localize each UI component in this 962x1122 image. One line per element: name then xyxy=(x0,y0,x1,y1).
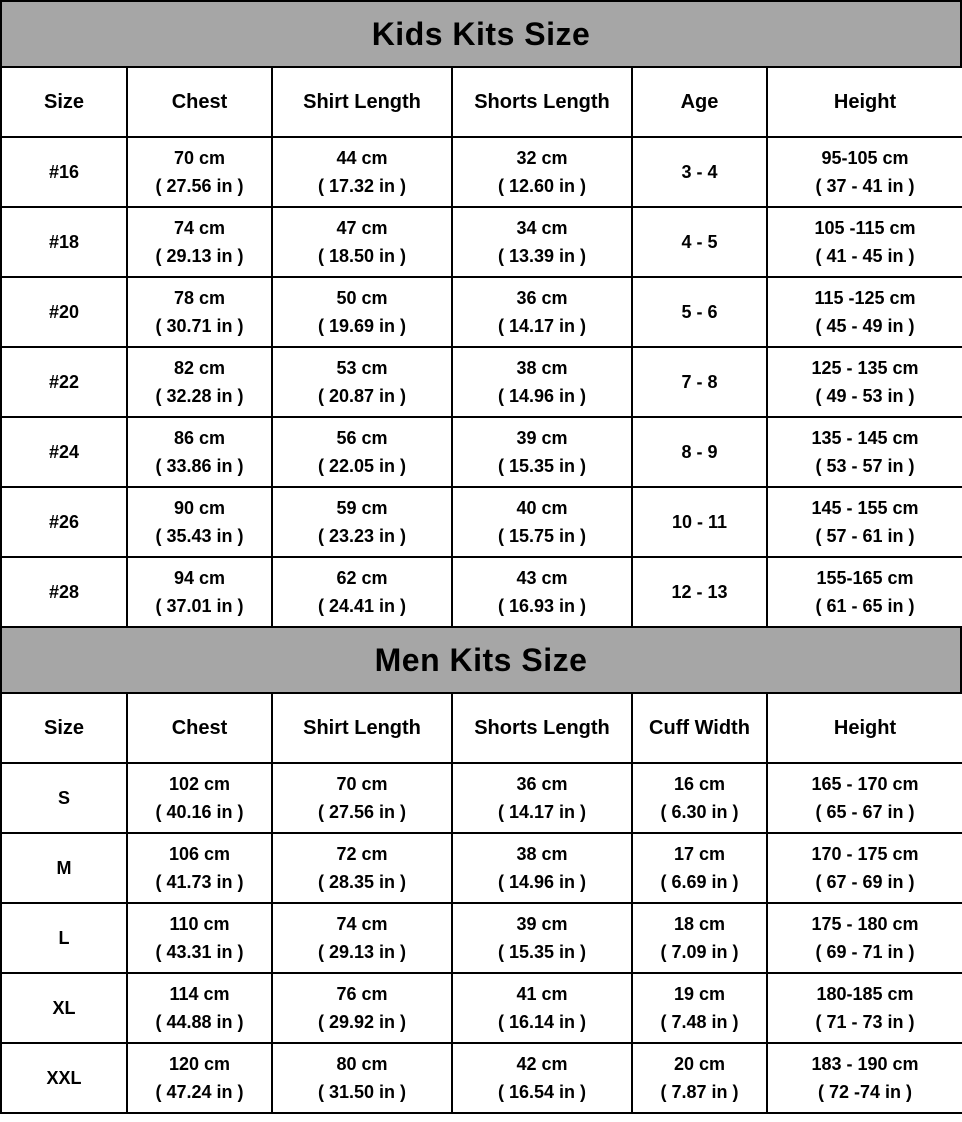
cell-line: 8 - 9 xyxy=(681,442,718,462)
cell-line: 115 -125 cm xyxy=(814,288,916,308)
cell-line: 102 cm xyxy=(168,774,231,794)
cell-line: 175 - 180 cm xyxy=(811,914,919,934)
cell-line: ( 49 - 53 in ) xyxy=(815,386,915,406)
kids-table-header xyxy=(1,67,962,137)
cell-line: ( 18.50 in ) xyxy=(317,246,407,266)
cell-line: ( 43.31 in ) xyxy=(155,942,244,962)
cell-line: 32 cm xyxy=(516,148,568,168)
value-cell xyxy=(127,277,272,347)
size-cell xyxy=(1,763,127,833)
size-cell xyxy=(1,1043,127,1113)
cell-line: ( 44.88 in ) xyxy=(155,1012,244,1032)
value-cell xyxy=(452,833,632,903)
cell-line: 76 cm xyxy=(336,984,388,1004)
cell-line: 110 cm xyxy=(169,914,230,934)
value-cell xyxy=(767,487,962,557)
value-cell xyxy=(767,417,962,487)
cell-line: ( 71 - 73 in ) xyxy=(815,1012,915,1032)
value-cell xyxy=(632,417,767,487)
men-size-table xyxy=(0,692,962,1114)
value-cell xyxy=(127,417,272,487)
cell-line: ( 7.09 in ) xyxy=(660,942,739,962)
cell-line: 70 cm xyxy=(336,774,388,794)
cell-line: 80 cm xyxy=(336,1054,388,1074)
value-cell xyxy=(767,833,962,903)
cell-line: 105 -115 cm xyxy=(814,218,916,238)
value-cell xyxy=(452,347,632,417)
value-cell xyxy=(127,557,272,627)
value-cell xyxy=(632,557,767,627)
cell-line: 62 cm xyxy=(336,568,388,588)
cell-line: 41 cm xyxy=(516,984,568,1004)
column-header-chest: Chest xyxy=(127,693,272,763)
cell-line: 47 cm xyxy=(336,218,388,238)
value-cell xyxy=(127,207,272,277)
cell-line: 53 cm xyxy=(336,358,388,378)
kids-size-table xyxy=(0,66,962,628)
value-cell xyxy=(127,137,272,207)
cell-line: 183 - 190 cm xyxy=(811,1054,919,1074)
value-cell xyxy=(452,137,632,207)
cell-line: ( 30.71 in ) xyxy=(155,316,244,336)
value-cell xyxy=(272,1043,452,1113)
cell-line: ( 29.13 in ) xyxy=(317,942,407,962)
cell-line: ( 35.43 in ) xyxy=(155,526,244,546)
value-cell xyxy=(272,973,452,1043)
cell-line: 19 cm xyxy=(673,984,726,1004)
cell-line: ( 27.56 in ) xyxy=(155,176,244,196)
cell-line: #20 xyxy=(48,302,80,322)
cell-line: 106 cm xyxy=(168,844,231,864)
cell-line: #18 xyxy=(48,232,80,252)
value-cell xyxy=(452,973,632,1043)
cell-line: ( 15.35 in ) xyxy=(497,456,587,476)
value-cell xyxy=(127,763,272,833)
size-cell xyxy=(1,207,127,277)
cell-line: #28 xyxy=(48,582,80,602)
cell-line: 17 cm xyxy=(673,844,726,864)
cell-line: 39 cm xyxy=(516,914,568,934)
cell-line: ( 45 - 49 in ) xyxy=(815,316,915,336)
cell-line: 10 - 11 xyxy=(671,512,728,532)
cell-line: 72 cm xyxy=(336,844,388,864)
cell-line: ( 7.87 in ) xyxy=(660,1082,739,1102)
cell-line: ( 19.69 in ) xyxy=(317,316,407,336)
cell-line: ( 7.48 in ) xyxy=(660,1012,739,1032)
men-table-body xyxy=(1,763,962,1113)
value-cell xyxy=(632,1043,767,1113)
column-header-shirt-length: Shirt Length xyxy=(272,693,452,763)
cell-line: ( 41 - 45 in ) xyxy=(815,246,915,266)
column-header-height: Height xyxy=(767,67,962,137)
value-cell xyxy=(272,487,452,557)
cell-line: 70 cm xyxy=(173,148,226,168)
cell-line: XXL xyxy=(46,1068,82,1088)
value-cell xyxy=(272,207,452,277)
value-cell xyxy=(632,903,767,973)
kids-section-banner xyxy=(0,0,962,68)
men-size-section xyxy=(0,626,962,1114)
cell-line: 125 - 135 cm xyxy=(811,358,919,378)
cell-line: 44 cm xyxy=(336,148,388,168)
table-row xyxy=(1,833,962,903)
cell-line: ( 15.75 in ) xyxy=(497,526,587,546)
value-cell xyxy=(127,487,272,557)
cell-line: 50 cm xyxy=(336,288,388,308)
cell-line: ( 20.87 in ) xyxy=(317,386,407,406)
size-cell xyxy=(1,277,127,347)
value-cell xyxy=(127,1043,272,1113)
cell-line: #16 xyxy=(48,162,80,182)
value-cell xyxy=(127,833,272,903)
cell-line: 74 cm xyxy=(336,914,388,934)
cell-line: ( 67 - 69 in ) xyxy=(815,872,915,892)
column-header-height: Height xyxy=(767,693,962,763)
value-cell xyxy=(452,763,632,833)
cell-line: 7 - 8 xyxy=(681,372,718,392)
column-header-size: Size xyxy=(1,693,127,763)
cell-line: ( 53 - 57 in ) xyxy=(815,456,915,476)
value-cell xyxy=(452,207,632,277)
cell-line: ( 41.73 in ) xyxy=(155,872,244,892)
value-cell xyxy=(452,557,632,627)
cell-line: ( 6.69 in ) xyxy=(660,872,739,892)
cell-line: ( 23.23 in ) xyxy=(317,526,407,546)
cell-line: M xyxy=(56,858,72,878)
value-cell xyxy=(767,1043,962,1113)
cell-line: ( 69 - 71 in ) xyxy=(815,942,915,962)
cell-line: 5 - 6 xyxy=(681,302,718,322)
cell-line: 95-105 cm xyxy=(821,148,909,168)
value-cell xyxy=(767,903,962,973)
cell-line: 20 cm xyxy=(673,1054,726,1074)
cell-line: 56 cm xyxy=(336,428,388,448)
cell-line: ( 37.01 in ) xyxy=(155,596,244,616)
cell-line: 145 - 155 cm xyxy=(811,498,919,518)
cell-line: 34 cm xyxy=(516,218,568,238)
cell-line: 78 cm xyxy=(173,288,226,308)
cell-line: ( 14.96 in ) xyxy=(497,386,587,406)
table-row xyxy=(1,277,962,347)
value-cell xyxy=(767,207,962,277)
cell-line: ( 6.30 in ) xyxy=(660,802,739,822)
cell-line: ( 28.35 in ) xyxy=(317,872,407,892)
value-cell xyxy=(127,903,272,973)
cell-line: 82 cm xyxy=(173,358,226,378)
cell-line: ( 13.39 in ) xyxy=(497,246,587,266)
table-row xyxy=(1,1043,962,1113)
column-header-size: Size xyxy=(1,67,127,137)
cell-line: 165 - 170 cm xyxy=(811,774,919,794)
cell-line: 39 cm xyxy=(516,428,568,448)
cell-line: 86 cm xyxy=(173,428,226,448)
table-row xyxy=(1,903,962,973)
size-cell xyxy=(1,417,127,487)
value-cell xyxy=(767,277,962,347)
cell-line: 16 cm xyxy=(673,774,726,794)
value-cell xyxy=(632,277,767,347)
value-cell xyxy=(452,417,632,487)
value-cell xyxy=(452,903,632,973)
value-cell xyxy=(452,1043,632,1113)
men-section-title: Men Kits Size xyxy=(374,641,588,678)
cell-line: S xyxy=(57,788,70,808)
cell-line: 170 - 175 cm xyxy=(811,844,919,864)
cell-line: ( 14.17 in ) xyxy=(497,316,587,336)
cell-line: 38 cm xyxy=(516,844,568,864)
cell-line: ( 17.32 in ) xyxy=(317,176,407,196)
header-row xyxy=(1,693,962,763)
value-cell xyxy=(632,833,767,903)
column-header-shirt-length: Shirt Length xyxy=(272,67,452,137)
cell-line: 90 cm xyxy=(173,498,226,518)
size-cell xyxy=(1,347,127,417)
cell-line: #26 xyxy=(48,512,80,532)
cell-line: 120 cm xyxy=(168,1054,231,1074)
column-header-age: Age xyxy=(632,67,767,137)
value-cell xyxy=(632,487,767,557)
cell-line: ( 16.54 in ) xyxy=(497,1082,587,1102)
table-row xyxy=(1,973,962,1043)
cell-line: 40 cm xyxy=(516,498,568,518)
cell-line: ( 16.14 in ) xyxy=(497,1012,587,1032)
cell-line: 4 - 5 xyxy=(681,232,718,252)
kids-section-title: Kids Kits Size xyxy=(371,15,591,52)
cell-line: ( 24.41 in ) xyxy=(317,596,407,616)
cell-line: 42 cm xyxy=(516,1054,568,1074)
cell-line: L xyxy=(58,928,70,948)
table-row xyxy=(1,417,962,487)
size-cell xyxy=(1,557,127,627)
cell-line: ( 57 - 61 in ) xyxy=(815,526,915,546)
value-cell xyxy=(452,487,632,557)
value-cell xyxy=(767,557,962,627)
cell-line: ( 33.86 in ) xyxy=(155,456,244,476)
size-cell xyxy=(1,833,127,903)
cell-line: 36 cm xyxy=(516,288,568,308)
value-cell xyxy=(767,137,962,207)
table-row xyxy=(1,487,962,557)
value-cell xyxy=(272,417,452,487)
cell-line: ( 65 - 67 in ) xyxy=(815,802,915,822)
value-cell xyxy=(272,903,452,973)
value-cell xyxy=(767,763,962,833)
cell-line: XL xyxy=(52,998,76,1018)
cell-line: 135 - 145 cm xyxy=(811,428,919,448)
cell-line: 18 cm xyxy=(673,914,726,934)
column-header-chest: Chest xyxy=(127,67,272,137)
value-cell xyxy=(632,763,767,833)
cell-line: #22 xyxy=(48,372,80,392)
value-cell xyxy=(452,277,632,347)
value-cell xyxy=(632,973,767,1043)
cell-line: ( 14.17 in ) xyxy=(497,802,587,822)
cell-line: 114 cm xyxy=(169,984,230,1004)
cell-line: 59 cm xyxy=(336,498,388,518)
cell-line: 94 cm xyxy=(173,568,226,588)
cell-line: 43 cm xyxy=(516,568,568,588)
table-row xyxy=(1,763,962,833)
cell-line: ( 14.96 in ) xyxy=(497,872,587,892)
cell-line: ( 61 - 65 in ) xyxy=(815,596,915,616)
size-cell xyxy=(1,973,127,1043)
column-header-shorts-length: Shorts Length xyxy=(452,693,632,763)
header-row xyxy=(1,67,962,137)
value-cell xyxy=(767,973,962,1043)
cell-line: ( 15.35 in ) xyxy=(497,942,587,962)
value-cell xyxy=(272,347,452,417)
value-cell xyxy=(632,347,767,417)
column-header-cuff-width: Cuff Width xyxy=(632,693,767,763)
cell-line: ( 47.24 in ) xyxy=(155,1082,244,1102)
cell-line: 180-185 cm xyxy=(816,984,914,1004)
value-cell xyxy=(127,973,272,1043)
table-row xyxy=(1,557,962,627)
value-cell xyxy=(272,763,452,833)
value-cell xyxy=(272,137,452,207)
cell-line: 74 cm xyxy=(173,218,226,238)
value-cell xyxy=(272,557,452,627)
cell-line: ( 37 - 41 in ) xyxy=(815,176,915,196)
cell-line: 3 - 4 xyxy=(681,162,718,182)
cell-line: ( 16.93 in ) xyxy=(497,596,587,616)
men-table-header xyxy=(1,693,962,763)
cell-line: 12 - 13 xyxy=(671,582,728,602)
value-cell xyxy=(127,347,272,417)
value-cell xyxy=(272,833,452,903)
cell-line: ( 32.28 in ) xyxy=(155,386,244,406)
table-row xyxy=(1,207,962,277)
cell-line: 155-165 cm xyxy=(816,568,914,588)
cell-line: ( 22.05 in ) xyxy=(317,456,407,476)
table-row xyxy=(1,137,962,207)
value-cell xyxy=(632,207,767,277)
cell-line: ( 29.13 in ) xyxy=(155,246,244,266)
cell-line: 38 cm xyxy=(516,358,568,378)
men-section-banner xyxy=(0,626,962,694)
size-cell xyxy=(1,903,127,973)
cell-line: ( 72 -74 in ) xyxy=(817,1082,913,1102)
cell-line: ( 31.50 in ) xyxy=(317,1082,407,1102)
cell-line: ( 29.92 in ) xyxy=(317,1012,407,1032)
column-header-shorts-length: Shorts Length xyxy=(452,67,632,137)
size-cell xyxy=(1,137,127,207)
cell-line: ( 27.56 in ) xyxy=(317,802,407,822)
size-cell xyxy=(1,487,127,557)
kids-table-body xyxy=(1,137,962,627)
cell-line: ( 12.60 in ) xyxy=(497,176,587,196)
value-cell xyxy=(272,277,452,347)
value-cell xyxy=(767,347,962,417)
value-cell xyxy=(632,137,767,207)
cell-line: ( 40.16 in ) xyxy=(155,802,244,822)
cell-line: #24 xyxy=(48,442,80,462)
cell-line: 36 cm xyxy=(516,774,568,794)
table-row xyxy=(1,347,962,417)
